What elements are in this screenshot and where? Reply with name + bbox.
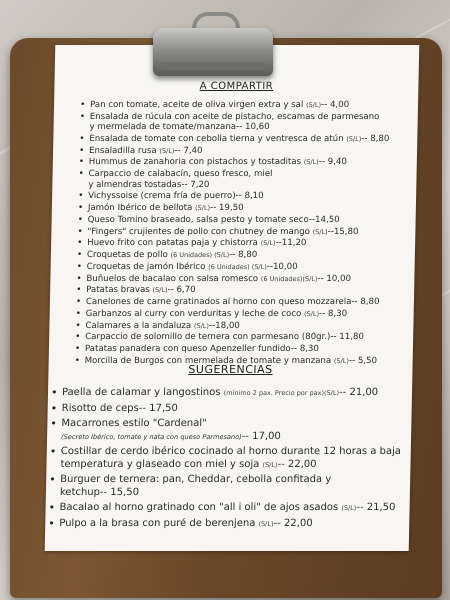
- menu-item-tag: (S/L): [333, 356, 350, 365]
- menu-item-tag: (S/L): [193, 321, 210, 330]
- menu-item-price: -- 10,60: [235, 122, 270, 133]
- menu-item: [60, 446, 411, 471]
- menu-item-price: --14,50: [308, 214, 340, 225]
- menu-item-tag: (S/L): [305, 101, 322, 109]
- menu-item-tag: (S/L): [260, 239, 276, 248]
- menu-item: [89, 157, 414, 167]
- menu-item: [90, 100, 415, 110]
- menu-item: [88, 215, 413, 225]
- menu-item: [86, 297, 411, 307]
- menu-item-name: Bacalao al horno gratinado con "all i oli" de ajos asados: [59, 502, 339, 513]
- menu-item: [86, 285, 411, 295]
- menu-item: [89, 146, 414, 156]
- menu-item: [85, 321, 410, 331]
- menu-item-tag: (6 Unidades) (S/L): [170, 251, 230, 260]
- menu-item-tag: (S/L): [312, 227, 328, 236]
- menu-item-tag: (S/L): [303, 158, 319, 167]
- menu-item-name: Burguer de ternera: pan, Cheddar, cebolla confitada y ketchup: [59, 474, 332, 498]
- menu-item-name: "Fingers" crujientes de pollo con chutney de mango: [87, 226, 311, 237]
- menu-item-price: -- 5,50: [348, 355, 378, 366]
- menu-item-tag: (S/L): [159, 146, 175, 155]
- menu-item-price: -- 8,30: [318, 308, 348, 319]
- menu-item-price: -- 9,40: [318, 157, 347, 168]
- menu-item-price: -- 21,50: [356, 502, 396, 513]
- menu-item-name-cont: y mermelada de tomate/manzana: [89, 122, 237, 133]
- menu-item-name: Croquetas de jamón Ibérico: [86, 261, 206, 272]
- menu-item-price: -- 6,70: [167, 285, 196, 296]
- menu-item-price: -- 4,00: [320, 100, 350, 110]
- menu-item: [86, 309, 411, 319]
- menu-item-name: Carpaccio de solomillo de ternera con parmesano (80gr.): [85, 332, 331, 343]
- menu-item: [59, 502, 409, 515]
- menu-item-price: -- 22,00: [273, 517, 313, 529]
- menu-item-price: --18,00: [208, 320, 240, 331]
- menu-item: [85, 332, 410, 342]
- sugerencias-list: [59, 387, 412, 533]
- menu-item-price: -- 8,80: [229, 250, 258, 261]
- menu-item: [87, 227, 412, 237]
- menu-item-price: -- 11,80: [330, 332, 365, 343]
- menu-item: [87, 238, 412, 248]
- menu-item-name: Jamón Ibérico de bellota: [87, 203, 193, 214]
- menu-item-name: Queso Tomino braseado, salsa pesto y tomate seco: [87, 214, 309, 225]
- menu-item-price: -- 8,80: [361, 133, 390, 144]
- menu-item-name: Morcilla de Burgos con mermelada de tomate y manzana: [84, 355, 332, 366]
- menu-item: [61, 418, 412, 443]
- menu-item-tag: (mínimo 2 pax. Precio por pax)(S/L): [223, 389, 340, 397]
- menu-item-tag: (S/L): [262, 460, 278, 469]
- menu-item-name: Carpaccio de calabacín, queso fresco, miel: [88, 169, 273, 180]
- menu-item-tag: (S/L): [341, 504, 357, 512]
- menu-item: [88, 203, 413, 213]
- menu-item: [85, 344, 410, 354]
- menu-item: [60, 474, 411, 499]
- menu-item-name-cont: temperatura y glaseado con miel y soja: [60, 458, 260, 470]
- menu-item-price: --15,80: [327, 226, 359, 237]
- menu-item-name: Calamares a la andaluza: [85, 320, 192, 331]
- menu-item-name: Costillar de cerdo ibérico cocinado al horno durante 12 horas a baja: [60, 446, 402, 457]
- menu-item-name: Patatas panadera con queso Apenzeller fundido: [84, 344, 291, 355]
- clip-strip: [160, 62, 266, 70]
- menu-item-name: Canelones de carne gratinados al horno con queso mozzarela: [85, 297, 352, 308]
- menu-item-name: Paella de calamar y langostinos: [61, 387, 221, 398]
- menu-item-name: Huevo frito con patatas paja y chistorra: [87, 238, 258, 249]
- menu-item-price: -- 19,50: [209, 203, 244, 214]
- menu-item: [87, 262, 412, 272]
- menu-item-name: Ensaladilla rusa: [88, 145, 157, 156]
- menu-item-name: Macarrones estilo "Cardenal": [61, 418, 207, 429]
- menu-item: [87, 250, 412, 260]
- menu-item-name: Ensalada de tomate con cebolla tierna y ventresca de atún: [89, 133, 344, 144]
- menu-item: [62, 387, 412, 400]
- menu-item-tag: (S/L): [194, 204, 211, 213]
- menu-item: [89, 112, 414, 133]
- menu-item-note: (Secreto Ibérico, tomate y nata con queso Parmesano): [61, 432, 242, 441]
- menu-item-price: -- 22,00: [277, 458, 317, 470]
- menu-item-price: -- 7,20: [181, 179, 210, 190]
- menu-item-name: Patatas bravas: [86, 285, 150, 296]
- menu-item-price: -- 8,10: [235, 191, 264, 202]
- a-compartir-list: [85, 100, 416, 368]
- menu-item: [88, 191, 413, 201]
- menu-item-name-cont: y almendras tostadas: [88, 179, 182, 190]
- menu-item-price: -- 21,00: [338, 387, 379, 398]
- menu-item-price: --11,20: [275, 238, 307, 249]
- menu-item-price: -- 15,50: [99, 486, 140, 498]
- menu-item: [59, 518, 409, 531]
- menu-sheet: [45, 45, 420, 551]
- menu-item-price: -- 8,30: [290, 344, 320, 355]
- menu-item-name: Croquetas de pollo: [86, 250, 168, 261]
- menu-item-name: Ensalada de rúcula con aceite de pistacho, escamas de parmesano: [89, 111, 380, 122]
- menu-item: [86, 274, 411, 284]
- menu-item: [88, 169, 413, 190]
- menu-item-price: --10,00: [266, 261, 298, 272]
- menu-item-tag: (S/L): [346, 134, 362, 143]
- section-title-a-compartir: A COMPARTIR: [199, 81, 274, 92]
- menu-item-tag: (6 Unidades)(S/L): [260, 274, 318, 283]
- menu-item-price: -- 10,00: [317, 273, 352, 284]
- menu-item: [62, 403, 412, 416]
- menu-item-name: Pan con tomate, aceite de oliva virgen extra y sal: [89, 100, 304, 110]
- section-title-sugerencias: SUGERENCIAS: [188, 363, 273, 376]
- menu-item-price: -- 17,50: [138, 402, 178, 414]
- menu-item: [89, 134, 414, 144]
- menu-item-name: Risotto de ceps: [61, 402, 139, 414]
- menu-item-tag: (S/L): [152, 286, 168, 295]
- menu-item-price: -- 8,80: [351, 297, 380, 308]
- menu-item-name: Vichyssoise (crema fría de puerro): [88, 191, 236, 202]
- menu-item-price: -- 17,00: [241, 430, 281, 442]
- menu-item-price: -- 7,40: [174, 145, 203, 156]
- menu-item-name: Pulpo a la brasa con puré de berenjena: [59, 517, 256, 529]
- menu-item-name: Hummus de zanahoria con pistachos y tostaditas: [88, 157, 302, 168]
- menu-item-tag: (6 Unidades) (S/L): [208, 262, 267, 271]
- menu-item-tag: (S/L): [258, 519, 274, 528]
- menu-item-tag: (S/L): [303, 309, 320, 318]
- menu-item-name: Garbanzos al curry con verduritas y leche de coco: [85, 308, 302, 319]
- menu-item-name: Buñuelos de bacalao con salsa romesco: [86, 273, 259, 284]
